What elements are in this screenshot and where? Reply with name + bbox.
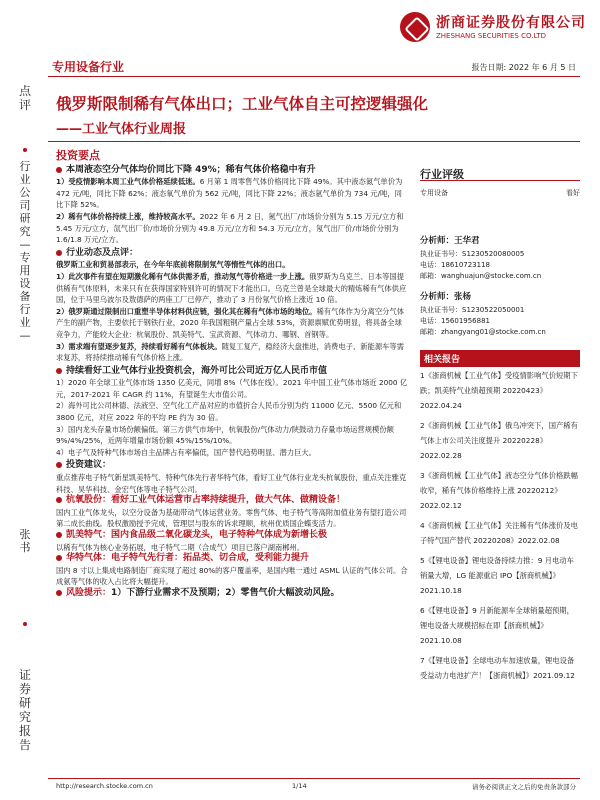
analyst-phone: 电话：18610723118: [420, 261, 490, 269]
related-report-link[interactable]: 5《【锂电设备】锂电设备持续力推：9 月电动车销量大增，LG 能源重启 IPO【浙商机械】》2021.10.18: [420, 556, 574, 595]
bullet-text: 本周液态空分气体均价同比下降 49%；稀有气体价格稳中有升: [66, 164, 316, 175]
risk-heading: [56, 588, 408, 600]
related-reports-list: [420, 368, 580, 688]
report-subtitle: ——工业气体行业周报: [56, 122, 187, 137]
page-number: 1/14: [292, 782, 307, 790]
main-content: [56, 150, 408, 775]
paragraph-body: 6 月第 1 周零售气体价格同比下降 49%。其中液态氮气单价为 472 元/吨，同比下降 62%；液态氧气单价为 562 元/吨，同比下降 22%；液态氩气单价为 734 元/吨，同比下降 52%。: [56, 177, 403, 210]
paragraph-lead: 2）俄罗斯通过限制出口重塑半导体材料供应链，强化其在稀有气体市场的地位。: [56, 306, 317, 316]
company-logo: [400, 10, 586, 46]
paragraph-lead: 3）需求端有望逐步复苏，持续看好稀有气体板块。: [56, 341, 222, 351]
vertical-label-category: 行业公司研究—专用设备行业—: [19, 160, 31, 342]
related-report-link[interactable]: 3《浙商机械【工业气体】液态空分气体价格跌幅收窄，稀有气体价格维持上涨 20220212》2022.02.12: [420, 471, 578, 510]
report-date: 报告日期: 2022 年 6 月 5 日: [471, 63, 576, 72]
bullet-text: 行业动态及点评：: [66, 247, 139, 258]
vertical-dot: [23, 148, 27, 152]
analyst-email[interactable]: 邮箱：zhangyang01@stocke.com.cn: [420, 328, 546, 336]
paragraph: 重点推荐电子特气新星凯美特气、特种气体先行者华特气体，看好工业气体行业龙头杭氧股份，重点关注雅克科技、昊华科技、金宏气体等电子特气公司。: [56, 473, 407, 494]
vertical-label-extra: 张书: [19, 528, 31, 554]
related-report-link[interactable]: 2《浙商机械【工业气体】俄乌冲突下，国产稀有气体上市公司关注度提升 20220228》2022.02.28: [420, 421, 578, 460]
section-heading: 投资要点: [56, 149, 100, 162]
analyst-card: [420, 292, 590, 338]
vertical-dot: [23, 622, 27, 626]
paragraph-body: 俄罗斯为乌克兰、日本等国提供稀有气体原料，未来只有在获得国家特别许可的情况下才能出口。乌克兰曾是全球最大的精炼稀有气体供应国，位于马里乌波尔及敖德萨的两座工厂已停产，推动了 3 月份氖气价格上涨近 10 倍。: [56, 271, 407, 305]
risk-text: 1）下游行业需求不及预期；2）零售气价大幅波动风险。: [111, 587, 340, 598]
analyst-email[interactable]: 邮箱：wanghuajun@stocke.com.cn: [420, 272, 542, 280]
paragraph: [56, 176, 408, 211]
paragraph: 国内 8 寸以上集成电路制造厂商实现了超过 80%的客户覆盖率，是国内唯一通过 ASML 认证的气体公司。合成氨等气体的收入占比将大幅提升。: [56, 565, 408, 587]
paragraph: [56, 211, 408, 246]
analyst-cert: 执业证书号：S1230522050001: [420, 306, 525, 314]
paragraph-body: 随复工复产，稳经济大盘推进，消费电子、新能源车等需求复苏，将持续推动稀有气体价格上涨。: [56, 341, 405, 363]
footer-divider: [48, 778, 580, 779]
bullet-text: 风险提示：: [66, 587, 112, 598]
rating-view: 看好: [566, 189, 580, 197]
bullet-text: 投资建议：: [66, 460, 112, 471]
paragraph: 3）国内龙头存量市场份额偏低。第三方供气市场中，杭氧股份/气体动力/陕鼓动力存量市场运营规模份额 9%/4%/25%，近两年增量市场份额 45%/15%/10%。: [56, 424, 394, 446]
paragraph: 4）电子气及特种气体市场自主品牌占有率偏低，国产替代趋势明显、潜力巨大。: [56, 447, 317, 457]
paragraph: [56, 341, 408, 364]
footer-url[interactable]: http://research.stocke.com.cn: [56, 782, 153, 790]
logo-mark-icon: [400, 12, 430, 42]
paragraph: 以稀有气体为核心业务拓展，电子特气二期（合成气）项目已落户湖南郴州。: [56, 542, 305, 552]
analyst-card: [420, 236, 590, 282]
paragraph: 国内工业气体龙头，以空分设备为基础带动气体运营业务。零售气体、电子特气等高附加值业务有望打造公司第二成长曲线。股权激励授予完成，管理层与股东的诉求理顺，杭州优质国企蝶变活力。: [56, 507, 407, 529]
bullet-heading: [56, 553, 408, 565]
rating-row: [420, 188, 580, 198]
paragraph: 2）海外可比公司林德、法液空、空气化工产品对应的市值折合人民币分别为约 11000 亿元、5500 亿元和 3800 亿元，对应 2022 年的平均 PE 约为 30 倍。: [56, 401, 402, 423]
related-report-link[interactable]: 6《【锂电设备】9 月新能源车全球销量超预期，锂电设备大规模招标在即【浙商机械】》2021.10.08: [420, 606, 574, 645]
bullet-heading: [56, 248, 408, 260]
bullet-text: 杭氧股份：看好工业气体运营市占率持续提升，做大气体、做精设备！: [66, 495, 346, 506]
bullet-heading: [56, 460, 408, 472]
paragraph-body: 2022 年 6 月 2 日，氪气出厂/市场价分别为 5.15 万元/立方和 5.45 万元/立方，氙气出厂价/市场价分别为 49.8 万元/立方和 54.3 万元/立方，氖气出厂价/市场价分别为 1.6/1.8 万元/立方。: [56, 211, 404, 245]
paragraph-body: 稀有气体作为分离空分气体产生的副产物，主要依托于钢铁行业，2020 年我国粗钢产量占全球 53%，资源禀赋优势明显，将具备全球竞争力，产能较大企业：杭氧股份、凯美特气、宝武资源、气体动力、哪钢、首钢等。: [56, 306, 405, 339]
paragraph: [56, 271, 408, 306]
vertical-label-report: 证券研究报告: [18, 668, 31, 752]
rating-industry: 专用设备: [420, 189, 448, 197]
industry-label: 专用设备行业: [52, 60, 125, 74]
bullet-text: 华特气体：电子特气先行者：拓品类、切合成，受利能力提升: [66, 553, 310, 564]
report-title: 俄罗斯限制稀有气体出口；工业气体自主可控逻辑强化: [56, 95, 429, 113]
analyst-phone: 电话：15601956881: [420, 317, 490, 325]
bullet-text: 持续看好工业气体行业投资机会，海外可比公司近万亿人民币市值: [66, 365, 328, 376]
bullet-heading: [56, 165, 408, 177]
rating-heading: 行业评级: [420, 168, 464, 181]
analyst-name: 分析师：王华君: [420, 236, 480, 246]
analyst-cert: 执业证书号：S1230520080005: [420, 250, 525, 258]
related-report-link[interactable]: 7《【锂电设备】全球电动车加速放量，锂电设备受益动力电池扩产！【浙商机械】》2021.09.12: [420, 656, 575, 680]
paragraph: 1）2020 年全球工业气体市场 1350 亿美元，同增 8%（气体在线）。2021 年中国工业气体市场近 2000 亿元，2017-2021 年 CAGR 约 11%，有望诞生大市值公司。: [56, 378, 408, 399]
paragraph-lead: 2）稀有气体价格持续上涨，维持较高水平。: [56, 211, 200, 221]
bullet-heading: [56, 495, 408, 507]
bullet-text: 凯美特气：国内食品级二氧化碳龙头，电子特种气体成为新增长极: [66, 530, 328, 540]
paragraph: 俄罗斯工业和贸易部表示，在今年年底前将限制氖气等惰性气体的出口。: [56, 260, 290, 270]
related-reports-heading: 相关报告: [420, 350, 580, 367]
footer-disclaimer: 请务必阅读正文之后的免责条款部分: [472, 783, 576, 791]
paragraph-lead: 1）受疫情影响本周工业气体价格延续低迷。: [56, 177, 200, 187]
paragraph: [56, 306, 408, 341]
bullet-heading: [56, 530, 408, 542]
logo-cn-text: 浙商证券股份有限公司: [436, 15, 586, 31]
paragraph-lead: 1）此次事件有望在短期激化稀有气体供需矛盾，推动氖气等价格进一步上涨。: [56, 271, 310, 281]
header-divider: [48, 76, 580, 77]
logo-en-text: ZHESHANG SECURITIES CO.LTD: [436, 32, 547, 40]
analyst-name: 分析师：张杨: [420, 292, 472, 302]
vertical-label-review: 点评: [18, 84, 31, 112]
related-report-link[interactable]: 4《浙商机械【工业气体】关注稀有气体涨价及电子特气国产替代 20220208》2022.02.08: [420, 521, 578, 545]
related-report-link[interactable]: 1《浙商机械【工业气体】受疫情影响气价短期下跌；凯美特气业绩超预期 20220423》2022.04.24: [420, 371, 578, 410]
bullet-heading: [56, 366, 408, 378]
rating-divider: [420, 180, 580, 181]
title-divider: [48, 141, 580, 142]
